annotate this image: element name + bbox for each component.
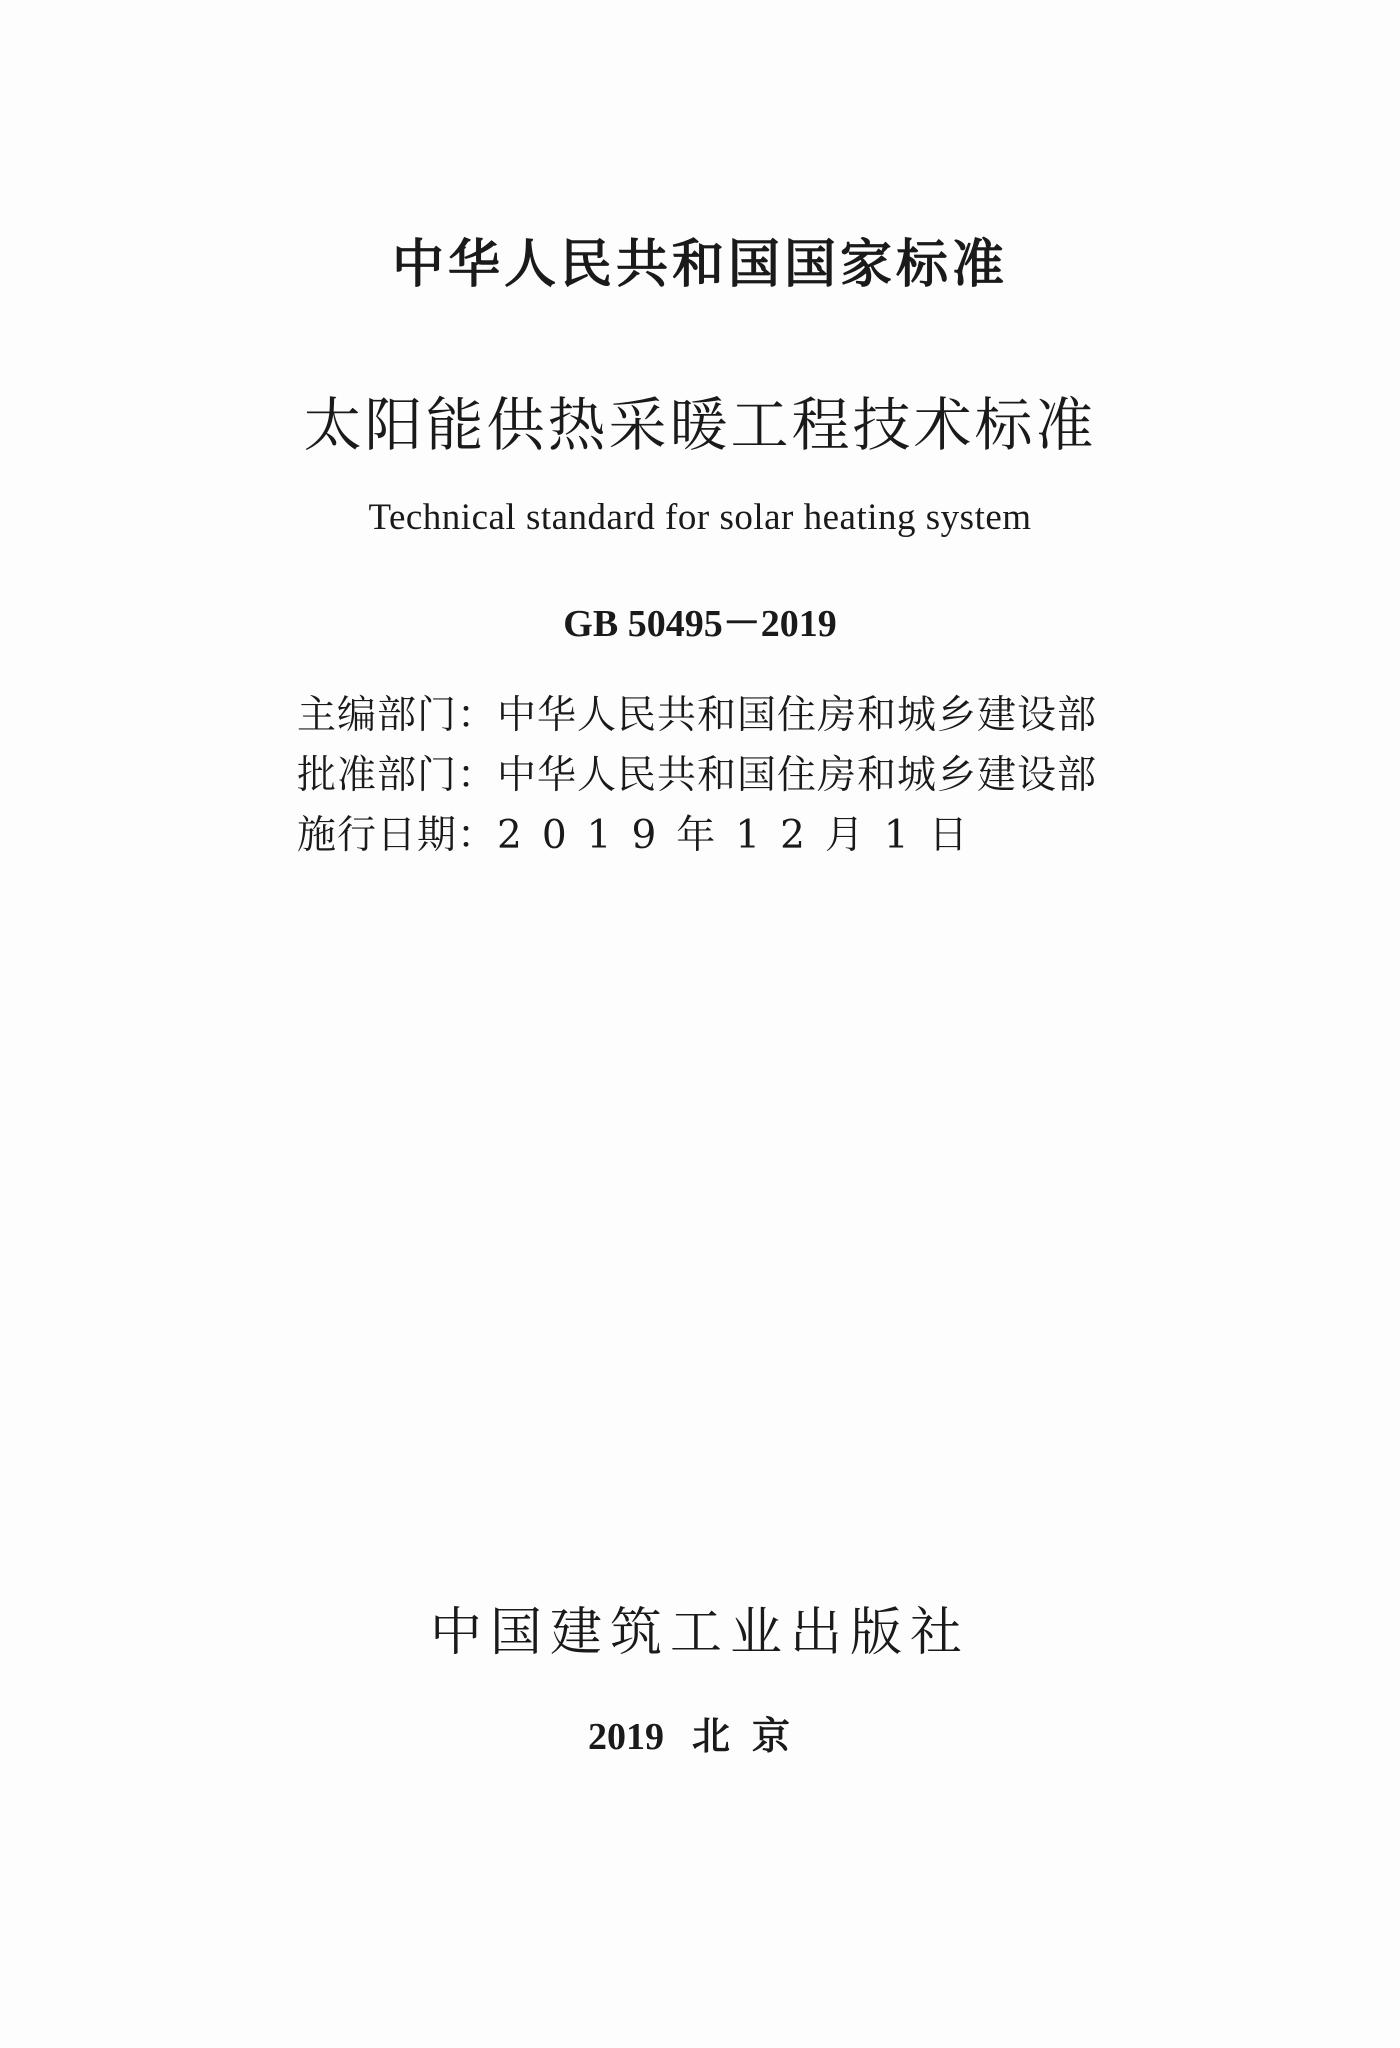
effective-date-row [297,804,1097,864]
editor-department-label: 主编部门： [297,693,498,738]
editor-department-row [297,684,1097,744]
standard-info-block [297,684,1097,864]
effective-date-value: 2019年12月1日 [497,813,988,858]
document-title-english: Technical standard for solar heating system [368,497,1032,538]
national-standard-heading: 中华人民共和国国家标准 [391,235,1008,295]
approver-department-label: 批准部门： [297,753,498,798]
publication-year: 2019 [587,1716,664,1758]
approver-department-row [297,744,1097,804]
publication-year-place [0,1705,1400,1760]
editor-department-value: 中华人民共和国住房和城乡建设部 [497,693,1098,738]
standard-code: GB 50495－2019 [563,603,837,645]
effective-date-label: 施行日期： [297,813,498,858]
document-title-chinese: 太阳能供热采暖工程技术标准 [303,391,1097,459]
publisher-name: 中国建筑工业出版社 [429,1603,970,1663]
approver-department-value: 中华人民共和国住房和城乡建设部 [497,753,1098,798]
publication-place: 北京 [691,1714,812,1758]
